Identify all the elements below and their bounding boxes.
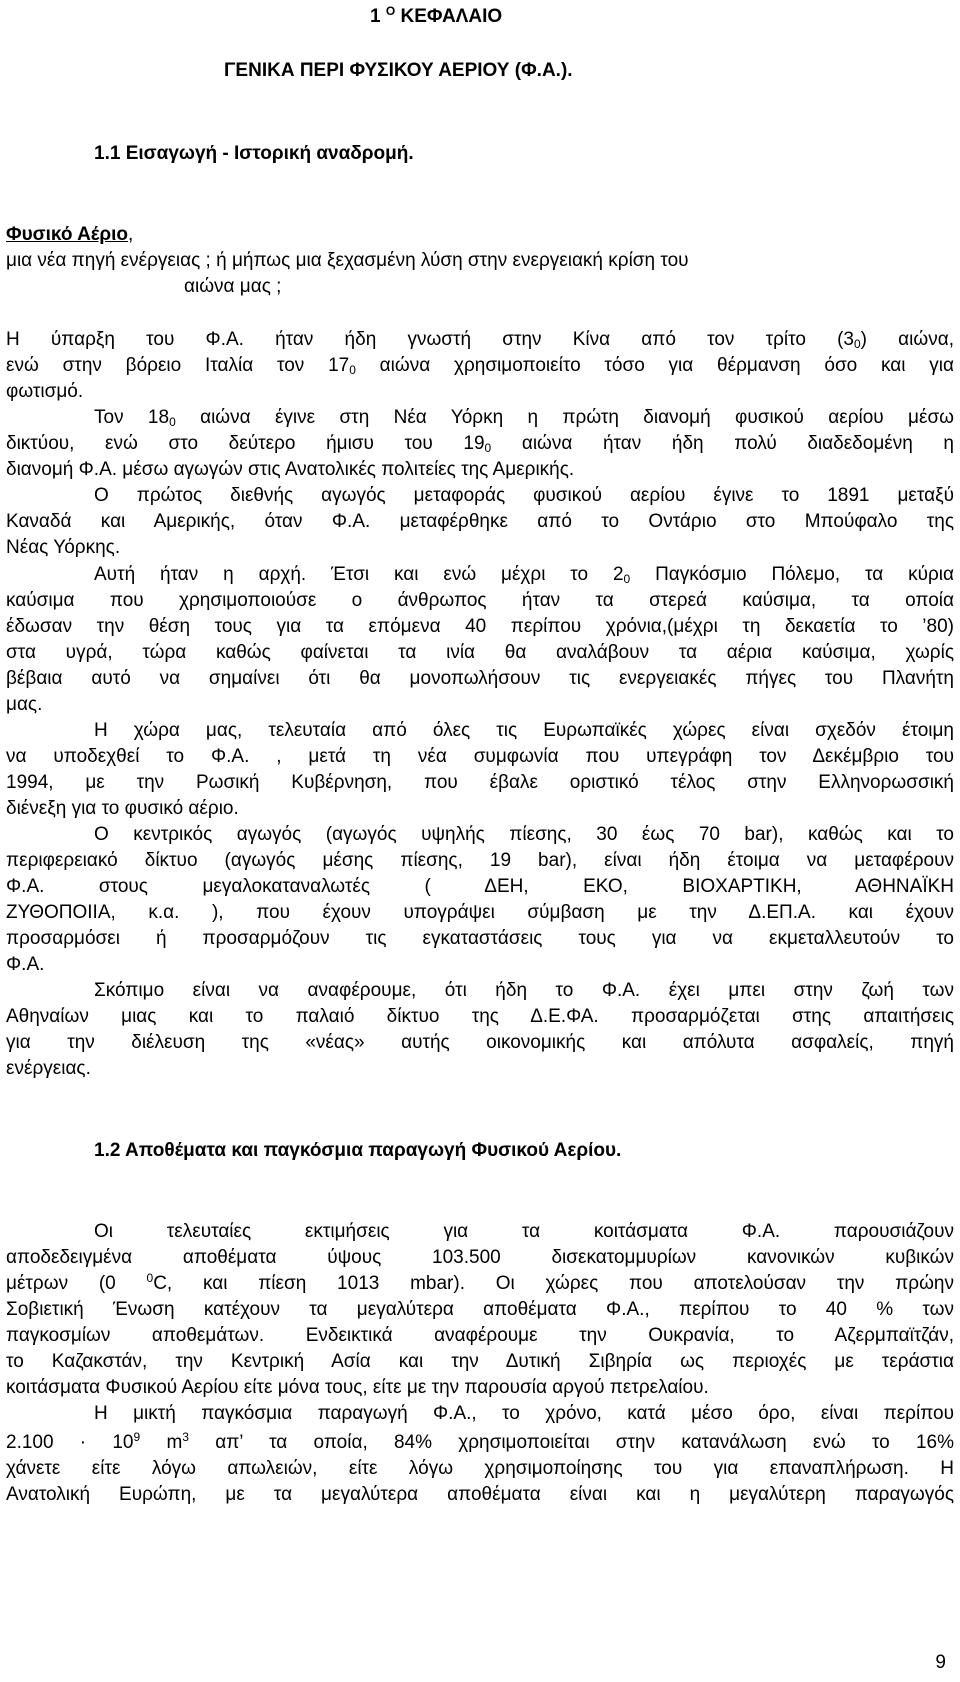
p4-line-6: μας. <box>6 694 43 715</box>
p9-line-2-c: m <box>140 1432 183 1453</box>
chapter-title: ΓΕΝΙΚΑ ΠΕΡΙ ΦΥΣΙΚΟΥ ΑΕΡΙΟΥ (Φ.Α.). <box>224 60 573 81</box>
p4-line-1-a: Αυτή ήταν η αρχή. Έτσι και ενώ μέχρι το 2 <box>94 564 624 585</box>
p2-line-1-sub: 0 <box>169 415 176 429</box>
p5-line-3: 1994, με την Ρωσική Κυβέρνηση, που έβαλε οριστικό τέλος στην Ελληνορωσσική <box>6 772 954 793</box>
p2-line-1-b: αιώνα έγινε στη Νέα Υόρκη η πρώτη διανομή φυσικού αερίου μέσω <box>175 407 954 428</box>
section-heading-1-2: 1.2 Αποθέματα και παγκόσμια παραγωγή Φυσικού Αερίου. <box>94 1140 622 1161</box>
p8-line-3-a: μέτρων (0 <box>6 1273 147 1294</box>
p8-line-3 <box>6 1273 954 1295</box>
p8-line-4: Σοβιετική Ένωση κατέχουν τα μεγαλύτερα αποθέματα Φ.Α., περίπου το 40 % των <box>6 1299 954 1320</box>
p1-line-1 <box>6 329 954 351</box>
p2-line-1-a: Τον 18 <box>94 407 170 428</box>
p6-line-5: προσαρμόσει ή προσαρμόζουν τις εγκαταστάσεις τους για να εκμεταλλευτούν το <box>6 928 954 949</box>
p5-line-1: Η χώρα μας, τελευταία από όλες τις Ευρωπαϊκές χώρες είναι σχεδόν έτοιμη <box>94 720 954 741</box>
p6-line-3: Φ.Α. στους μεγαλοκαταναλωτές ( ΔΕΗ, ΕΚΟ, ΒΙΟΧΑΡΤΙΚΗ, ΑΘΗΝΑΪΚΗ <box>6 876 954 897</box>
p5-line-4: διένεξη για το φυσικό αέριο. <box>6 798 239 819</box>
p9-line-2-d: απ’ τα οποία, 84% χρησιμοποιείται στην κατανάλωση ενώ το 16% <box>188 1432 955 1453</box>
p6-line-2: περιφερειακό δίκτυο (αγωγός μέσης πίεσης, 19 bar), είναι ήδη έτοιμα να μεταφέρουν <box>6 850 954 871</box>
p8-line-7: κοιτάσματα Φυσικού Αερίου είτε μόνα τους, είτε με την παρουσία αργού πετρελαίου. <box>6 1377 709 1398</box>
p8-line-3-sup: 0 <box>146 1271 154 1285</box>
p3-line-3: Νέας Υόρκης. <box>6 537 121 558</box>
p3-line-2: Καναδά και Αμερικής, όταν Φ.Α. μεταφέρθηκε από το Οντάριο στο Μπούφαλο της <box>6 511 954 532</box>
p9-line-1: Η μικτή παγκόσμια παραγωγή Φ.Α., το χρόνο, κατά μέσο όρο, είναι περίπου <box>94 1403 954 1424</box>
p4-line-1-sub: 0 <box>623 572 631 586</box>
intro-natural-gas: Φυσικό Αέριο <box>6 224 129 245</box>
p2-line-2-sub: 0 <box>484 441 492 455</box>
p2-line-3: διανομή Φ.Α. μέσω αγωγών στις Ανατολικές πολιτείες της Αμερικής. <box>6 459 575 480</box>
p1-line-1-b: ) αιώνα, <box>860 329 954 350</box>
chapter-number: 1 <box>370 6 381 27</box>
intro-comma: , <box>128 224 134 245</box>
page-number: 9 <box>935 1652 946 1673</box>
p9-line-3: χάνετε είτε λόγω απωλειών, είτε λόγω χρησιμοποίησης του για επαναπλήρωση. Η <box>6 1458 954 1479</box>
p1-line-2-b: αιώνα χρησιμοποιείτο τόσο για θέρμανση όσο και για <box>355 355 954 376</box>
p8-line-6: το Καζακστάν, την Κεντρική Ασία και την Δυτική Σιβηρία ως περιοχές με τεράστια <box>6 1351 954 1372</box>
p1-line-2-sub: 0 <box>349 363 356 377</box>
p4-line-1-b: Παγκόσμιο Πόλεμο, τα κύρια <box>630 564 954 585</box>
p9-exponent-9: 9 <box>133 1430 141 1444</box>
p1-line-2-a: ενώ στην βόρειο Ιταλία τον 17 <box>6 355 350 376</box>
chapter-word: ΚΕΦΑΛΑΙΟ <box>400 6 503 27</box>
document-page <box>6 0 954 1682</box>
p2-line-1 <box>94 407 954 429</box>
p3-line-1: Ο πρώτος διεθνής αγωγός μεταφοράς φυσικού αερίου έγινε το 1891 μεταξύ <box>94 485 954 506</box>
p9-line-2 <box>6 1432 954 1454</box>
p4-line-5: βέβαια αυτό να σημαίνει ότι θα μονοπωλήσουν τις ενεργειακές πήγες του Πλανήτη <box>6 668 954 689</box>
intro-line-3: αιώνα μας ; <box>184 276 282 297</box>
p7-line-2: Αθηναίων μιας και το παλαιό δίκτυο της Δ.Ε.ΦΑ. προσαρμόζεται στης απαιτήσεις <box>6 1006 954 1027</box>
p5-line-2: να υποδεχθεί το Φ.Α. , μετά τη νέα συμφωνία που υπεγράφη τον Δεκέμβριο του <box>6 746 954 767</box>
p6-line-1: Ο κεντρικός αγωγός (αγωγός υψηλής πίεσης, 30 έως 70 bar), καθώς και το <box>94 824 954 845</box>
p1-line-1-sub: 0 <box>853 337 861 351</box>
p7-line-1: Σκόπιμο είναι να αναφέρουμε, ότι ήδη το Φ.Α. έχει μπει στην ζωή των <box>94 980 954 1001</box>
p4-line-3: έδωσαν την θέση τους για τα επόμενα 40 περίπου χρόνια,(μέχρι τη δεκαετία το ’80) <box>6 616 954 637</box>
p6-line-6: Φ.Α. <box>6 954 45 975</box>
chapter-superscript: Ο <box>385 4 396 18</box>
p4-line-4: στα υγρά, τώρα καθώς φαίνεται τα ινία θα αναλάβουν τα αέρια καύσιμα, χωρίς <box>6 642 954 663</box>
p8-line-5: παγκοσμίων αποθεμάτων. Ενδεικτικά αναφέρουμε την Ουκρανία, το Αζερμπαϊτζάν, <box>6 1325 954 1346</box>
p8-line-1: Οι τελευταίες εκτιμήσεις για τα κοιτάσματα Φ.Α. παρουσιάζουν <box>94 1221 954 1242</box>
p7-line-3: για την διέλευση της «νέας» αυτής οικονομικής και απόλυτα ασφαλείς, πηγή <box>6 1032 954 1053</box>
p4-line-1 <box>94 564 954 586</box>
p8-line-3-b: C, και πίεση 1013 mbar). Οι χώρες που αποτελούσαν την πρώην <box>153 1273 954 1294</box>
p9-exponent-3: 3 <box>182 1430 189 1444</box>
p9-line-2-b: 10 <box>86 1432 134 1453</box>
p1-line-2 <box>6 355 954 377</box>
p1-line-1-a: Η ύπαρξη του Φ.Α. ήταν ήδη γνωστή στην Κίνα από τον τρίτο (3 <box>6 329 854 350</box>
p2-line-2-a: δικτύου, ενώ στο δεύτερο ήμισυ του 19 <box>6 433 485 454</box>
p9-multiply-dot: · <box>79 1432 87 1453</box>
p6-line-4: ΖΥΘΟΠΟΙΙΑ, κ.α. ), που έχουν υπογράψει σύμβαση με την Δ.ΕΠ.Α. και έχουν <box>6 902 954 923</box>
intro-line-2: μια νέα πηγή ενέργειας ; ή μήπως μια ξεχασμένη λύση στην ενεργειακή κρίση του <box>6 250 689 271</box>
section-heading-1-1: 1.1 Εισαγωγή - Ιστορική αναδρομή. <box>94 143 414 164</box>
intro-line-1 <box>6 224 133 246</box>
p4-line-2: καύσιμα που χρησιμοποιούσε ο άνθρωπος ήταν τα στερεά καύσιμα, τα οποία <box>6 590 954 611</box>
p7-line-4: ενέργειας. <box>6 1058 91 1079</box>
p2-line-2-b: αιώνα ήταν ήδη πολύ διαδεδομένη η <box>491 433 955 454</box>
p2-line-2 <box>6 433 954 455</box>
p9-line-2-a: 2.100 <box>6 1432 80 1453</box>
p1-line-3: φωτισμό. <box>6 381 84 402</box>
chapter-label <box>370 6 502 28</box>
p9-line-4: Ανατολική Ευρώπη, με τα μεγαλύτερα αποθέματα είναι και η μεγαλύτερη παραγωγός <box>6 1484 954 1505</box>
p8-line-2: αποδεδειγμένα αποθέματα ύψους 103.500 δισεκατομμυρίων κανονικών κυβικών <box>6 1247 954 1268</box>
